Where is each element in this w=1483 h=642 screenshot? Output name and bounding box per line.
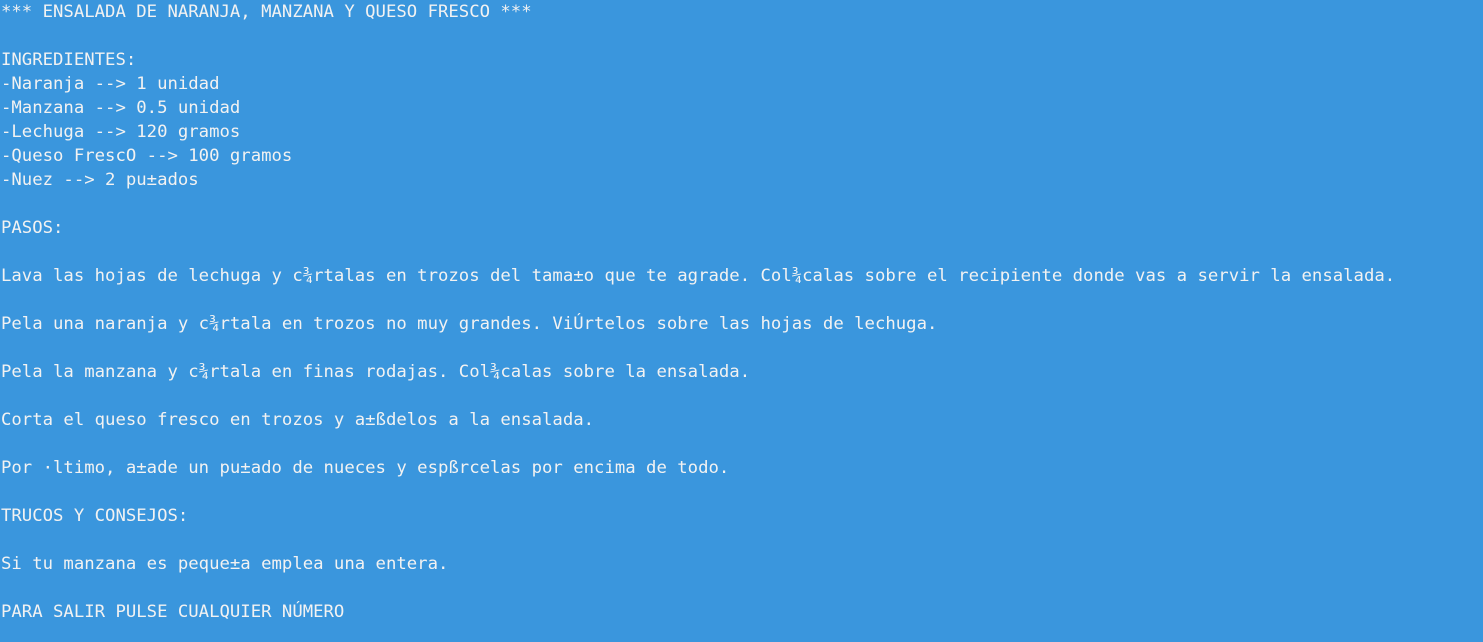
step-item: Lava las hojas de lechuga y c¾rtalas en trozos del tama±o que te agrade. Col¾calas sobre el recipiente donde vas a servir la ensalada.: [1, 266, 1396, 286]
blank-line: [1, 384, 1483, 408]
blank-line: [1, 24, 1483, 48]
ingredients-header: INGREDIENTES:: [1, 50, 137, 70]
step-item: Pela la manzana y c¾rtala en finas rodajas. Col¾calas sobre la ensalada.: [1, 362, 751, 382]
blank-line: [1, 480, 1483, 504]
blank-line: [1, 240, 1483, 264]
step-item: Pela una naranja y c¾rtala en trozos no muy grandes. ViÚrtelos sobre las hojas de lechuga.: [1, 314, 938, 334]
tip-item: Si tu manzana es peque±a emplea una entera.: [1, 554, 449, 574]
ingredient-item: -Queso FrescO --> 100 gramos: [1, 146, 293, 166]
blank-line: [1, 336, 1483, 360]
exit-prompt: PARA SALIR PULSE CUALQUIER NÚMERO: [1, 602, 345, 622]
step-item: Corta el queso fresco en trozos y a±ßdelos a la ensalada.: [1, 410, 595, 430]
ingredient-item: -Nuez --> 2 pu±ados: [1, 170, 199, 190]
blank-line: [1, 528, 1483, 552]
blank-line: [1, 288, 1483, 312]
step-item: Por ·ltimo, a±ade un pu±ado de nueces y espßrcelas por encima de todo.: [1, 458, 730, 478]
tips-header: TRUCOS Y CONSEJOS:: [1, 506, 189, 526]
ingredient-item: -Manzana --> 0.5 unidad: [1, 98, 241, 118]
recipe-title: *** ENSALADA DE NARANJA, MANZANA Y QUESO FRESCO ***: [1, 2, 532, 22]
blank-line: [1, 192, 1483, 216]
steps-header: PASOS:: [1, 218, 64, 238]
ingredient-item: -Lechuga --> 120 gramos: [1, 122, 241, 142]
blank-line: [1, 576, 1483, 600]
ingredient-item: -Naranja --> 1 unidad: [1, 74, 220, 94]
blank-line: [1, 432, 1483, 456]
